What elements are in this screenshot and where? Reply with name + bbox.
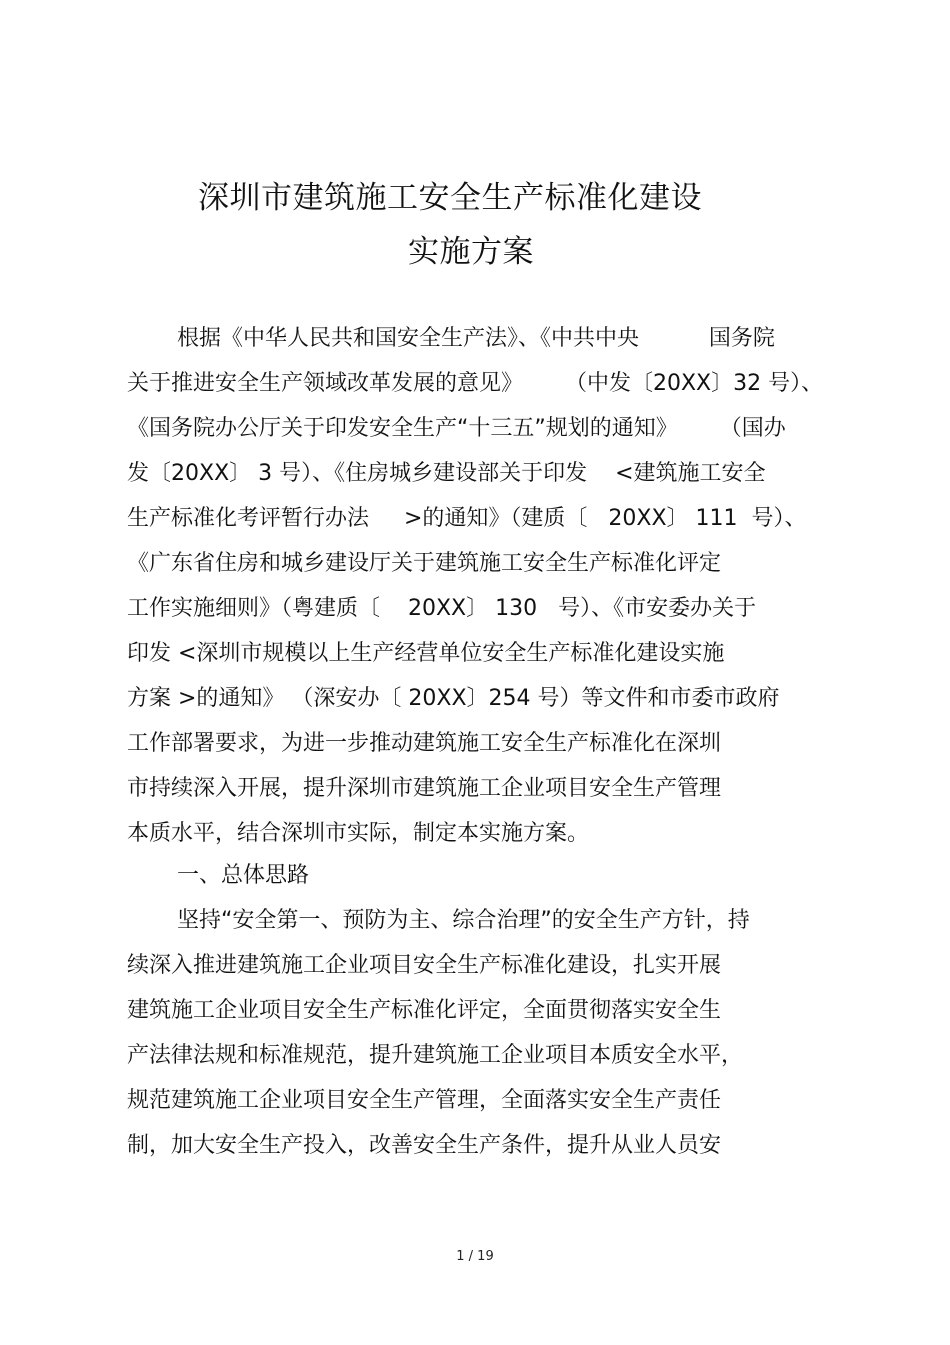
paragraph-line: 《国务院办公厅关于印发安全生产“十三五”规划的通知》 （国办 — [127, 416, 786, 441]
paragraph-line: 《广东省住房和城乡建设厅关于建筑施工安全生产标准化评定 — [127, 551, 722, 576]
paragraph-line: 工作部署要求，为进一步推动建筑施工安全生产标准化在深圳 — [127, 731, 722, 756]
paragraph-line: 工作实施细则》（粤建质〔 20XX〕 130 号）、《市安委办关于 — [127, 596, 757, 621]
paragraph-line: 建筑施工企业项目安全生产标准化评定，全面贯彻落实安全生 — [127, 998, 722, 1023]
section-heading: 一、总体思路 — [177, 863, 310, 888]
paragraph-line: 坚持“安全第一、预防为主、综合治理”的安全生产方针，持 — [177, 908, 750, 933]
paragraph-line: 规范建筑施工企业项目安全生产管理，全面落实安全生产责任 — [127, 1088, 722, 1113]
page-number: 1 / 19 — [456, 1249, 494, 1264]
document-title-line-1: 深圳市建筑施工安全生产标准化建设 — [198, 180, 702, 216]
paragraph-line: 发〔20XX〕 3 号）、《住房城乡建设部关于印发 <建筑施工安全 — [127, 461, 766, 486]
paragraph-line: 关于推进安全生产领域改革发展的意见》 （中发〔20XX〕32 号）、 — [127, 371, 824, 396]
paragraph-line: 本质水平，结合深圳市实际，制定本实施方案。 — [127, 821, 590, 846]
paragraph-line: 市持续深入开展，提升深圳市建筑施工企业项目安全生产管理 — [127, 776, 722, 801]
paragraph-line: 续深入推进建筑施工企业项目安全生产标准化建设，扎实开展 — [127, 953, 722, 978]
paragraph-line: 印发 <深圳市规模以上生产经营单位安全生产标准化建设实施 — [127, 641, 725, 666]
paragraph-line: 产法律法规和标准规范，提升建筑施工企业项目本质安全水平， — [127, 1043, 744, 1068]
paragraph-line: 方案 >的通知》 （深安办〔 20XX〕254 号）等文件和市委市政府 — [127, 686, 780, 711]
document-title-line-2: 实施方案 — [408, 234, 534, 270]
paragraph-line: 根据《中华人民共和国安全生产法》、《中共中央 国务院 — [177, 326, 775, 351]
paragraph-line: 生产标准化考评暂行办法 >的通知》（建质〔 20XX〕 111 号）、 — [127, 506, 807, 531]
paragraph-line: 制，加大安全生产投入，改善安全生产条件，提升从业人员安 — [127, 1133, 722, 1158]
